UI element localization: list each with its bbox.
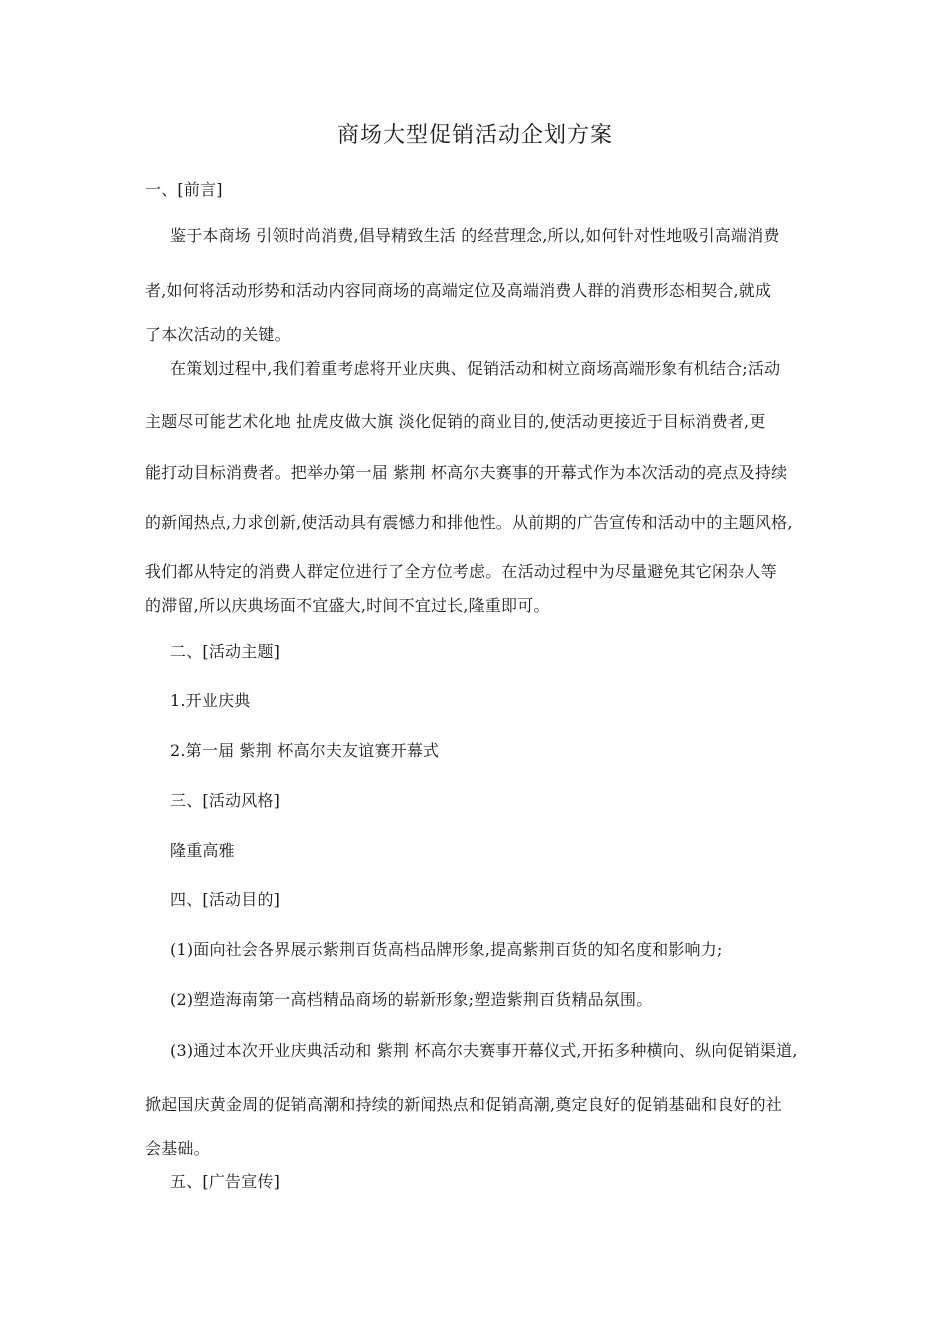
paragraph-line: 的滞留,所以庆典场面不宜盛大,时间不宜过长,隆重即可。	[145, 596, 550, 615]
paragraph-line: 主题尽可能艺术化地 扯虎皮做大旗 淡化促销的商业目的,使活动更接近于目标消费者,更	[145, 412, 766, 431]
section-heading-advertising: 五、[广告宣传]	[170, 1172, 281, 1191]
paragraph-line: 了本次活动的关键。	[145, 325, 291, 344]
paragraph-line: 掀起国庆黄金周的促销高潮和持续的新闻热点和促销高潮,奠定良好的促销基础和良好的社	[145, 1095, 783, 1114]
list-item: (3)通过本次开业庆典活动和 紫荆 杯高尔夫赛事开幕仪式,开拓多种横向、纵向促销渠道,	[170, 1041, 798, 1060]
paragraph-line: 在策划过程中,我们着重考虑将开业庆典、促销活动和树立商场高端形象有机结合;活动	[170, 359, 781, 378]
list-item: 1.开业庆典	[170, 691, 251, 710]
paragraph-line: 者,如何将活动形势和活动内容同商场的高端定位及高端消费人群的消费形态相契合,就成	[145, 281, 772, 300]
document-title: 商场大型促销活动企划方案	[336, 123, 613, 148]
paragraph-line: 的新闻热点,力求创新,使活动具有震憾力和排他性。从前期的广告宣传和活动中的主题风格,	[145, 513, 793, 532]
list-item: (2)塑造海南第一高档精品商场的崭新形象;塑造紫荆百货精品氛围。	[170, 990, 653, 1009]
section-heading-preface: 一、[前言]	[145, 180, 223, 199]
paragraph-line: 会基础。	[145, 1139, 210, 1158]
paragraph-line: 鉴于本商场 引领时尚消费,倡导精致生活 的经营理念,所以,如何针对性地吸引高端消费	[170, 226, 780, 245]
section-heading-purpose: 四、[活动目的]	[170, 890, 281, 909]
paragraph-line: 我们都从特定的消费人群定位进行了全方位考虑。在活动过程中为尽量避免其它闲杂人等	[145, 562, 777, 581]
paragraph-line: 能打动目标消费者。把举办第一届 紫荆 杯高尔夫赛事的开幕式作为本次活动的亮点及持续	[145, 463, 788, 482]
list-item: 2.第一届 紫荆 杯高尔夫友谊赛开幕式	[170, 741, 440, 760]
list-item: (1)面向社会各界展示紫荆百货高档品牌形象,提高紫荆百货的知名度和影响力;	[170, 940, 723, 959]
section-heading-theme: 二、[活动主题]	[170, 642, 281, 661]
paragraph-line: 隆重高雅	[170, 841, 235, 860]
section-heading-style: 三、[活动风格]	[170, 791, 281, 810]
